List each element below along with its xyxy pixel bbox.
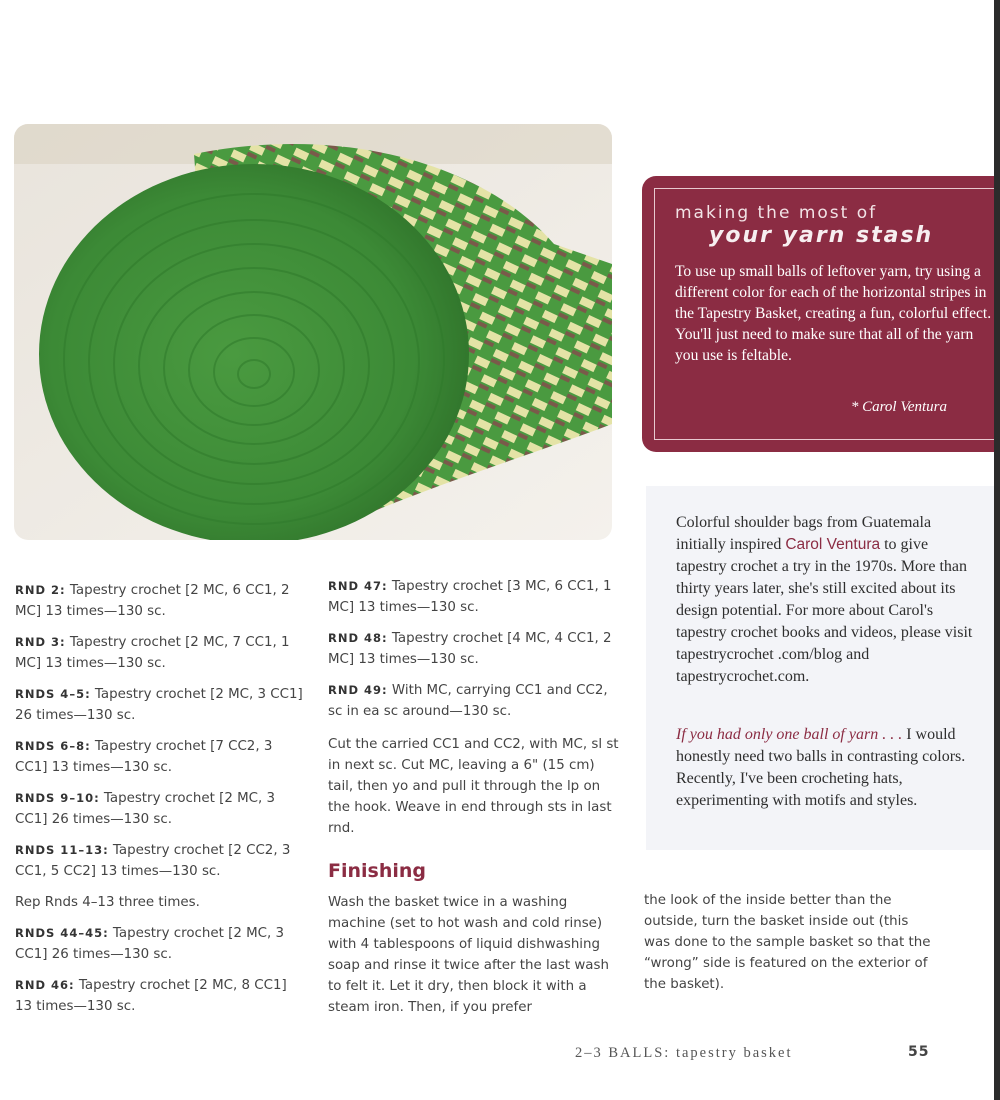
round-item <box>15 736 305 778</box>
sidebar-frame <box>654 188 994 440</box>
round-label: RND 49: <box>328 683 388 697</box>
round-label: RNDS 11–13: <box>15 843 109 857</box>
round-item <box>15 840 305 882</box>
finishing-heading: Finishing <box>328 860 427 882</box>
round-item <box>15 580 305 622</box>
round-text: Tapestry crochet [2 MC, 6 CC1, 2 MC] 13 times—130 sc. <box>15 583 290 619</box>
yarn-stash-sidebar <box>642 176 994 452</box>
instructions-column-2 <box>328 576 620 732</box>
designer-bio <box>646 486 994 850</box>
bio-question: If you had only one ball of yarn . . . <box>676 726 903 743</box>
round-text: Tapestry crochet [3 MC, 6 CC1, 1 MC] 13 times—130 sc. <box>328 579 612 615</box>
round-text: Tapestry crochet [4 MC, 4 CC1, 2 MC] 13 times—130 sc. <box>328 631 612 667</box>
round-label: RNDS 6–8: <box>15 739 91 753</box>
designer-name: Carol Ventura <box>785 536 881 553</box>
bio-intro-after: to give tapestry crochet a try in the 1970s. More than thirty years later, she's still excited about its design potential. For more about Carol's tapestry crochet books and videos, please visit tapestrycrochet .com/blog and tapestrycrochet.com. <box>676 536 973 685</box>
round-item <box>15 632 305 674</box>
round-item <box>15 975 305 1017</box>
round-item <box>15 892 305 913</box>
sidebar-body: To use up small balls of leftover yarn, try using a different color for each of the horizontal stripes in the Tapestry Basket, creating a fun, colorful effect. You'll just need to make sure that all of the yarn you use is feltable. <box>675 263 992 364</box>
round-text: Tapestry crochet [2 CC2, 3 CC1, 5 CC2] 13 times—130 sc. <box>15 843 291 879</box>
round-text: Tapestry crochet [2 MC, 3 CC1] 26 times—130 sc. <box>15 926 285 962</box>
round-text: Tapestry crochet [7 CC2, 3 CC1] 13 times—130 sc. <box>15 739 273 775</box>
round-item <box>15 923 305 965</box>
round-text: Tapestry crochet [2 MC, 7 CC1, 1 MC] 13 times—130 sc. <box>15 635 290 671</box>
round-text: Rep Rnds 4–13 three times. <box>15 895 200 910</box>
round-label: RND 2: <box>15 583 66 597</box>
round-text: Tapestry crochet [2 MC, 3 CC1] 26 times—130 sc. <box>15 791 276 827</box>
round-label: RND 47: <box>328 579 388 593</box>
round-label: RND 3: <box>15 635 66 649</box>
round-item <box>328 680 620 722</box>
instructions-column-1 <box>15 580 305 1027</box>
round-label: RNDS 44–45: <box>15 926 109 940</box>
sidebar-title-line1: making the most of <box>675 203 878 223</box>
round-text: Tapestry crochet [2 MC, 8 CC1] 13 times—130 sc. <box>15 978 287 1014</box>
round-item <box>328 628 620 670</box>
page-edge <box>994 0 1000 1100</box>
bio-intro <box>676 512 976 688</box>
basket-photo <box>14 124 612 540</box>
sidebar-signature: * Carol Ventura <box>850 399 947 415</box>
cut-instructions: Cut the carried CC1 and CC2, with MC, sl st in next sc. Cut MC, leaving a 6" (15 cm) tail, then yo and pull it through the lp on the hook. Weave in end through sts in last rnd. <box>328 737 619 836</box>
sidebar-title-line2: your yarn stash <box>709 223 934 248</box>
page-number: 55 <box>908 1044 930 1060</box>
round-item <box>15 684 305 726</box>
bio-question-block <box>676 724 976 812</box>
round-text: With MC, carrying CC1 and CC2, sc in ea sc around—130 sc. <box>328 683 608 719</box>
bio-intro-before: Colorful shoulder bags from Guatemala initially inspired <box>676 514 932 553</box>
round-label: RNDS 9–10: <box>15 791 100 805</box>
bio-answer: I would honestly need two balls in contrasting colors. Recently, I've been crocheting hats, experimenting with motifs and styles. <box>676 726 966 809</box>
footer-section-title: 2–3 BALLS: tapestry basket <box>575 1045 793 1061</box>
finishing-text-part1: Wash the basket twice in a washing machine (set to hot wash and cold rinse) with 4 tablespoons of liquid dishwashing soap and rinse it twice after the last wash to felt it. Let it dry, then block it with a steam iron. Then, if you prefer <box>328 895 609 1015</box>
round-label: RNDS 4–5: <box>15 687 91 701</box>
round-item <box>15 788 305 830</box>
round-item <box>328 576 620 618</box>
round-label: RND 46: <box>15 978 75 992</box>
round-text: Tapestry crochet [2 MC, 3 CC1] 26 times—130 sc. <box>15 687 303 723</box>
round-label: RND 48: <box>328 631 388 645</box>
finishing-text-part2: the look of the inside better than the outside, turn the basket inside out (this was done to the sample basket so that the “wrong” side is featured on the exterior of the basket). <box>644 893 931 992</box>
